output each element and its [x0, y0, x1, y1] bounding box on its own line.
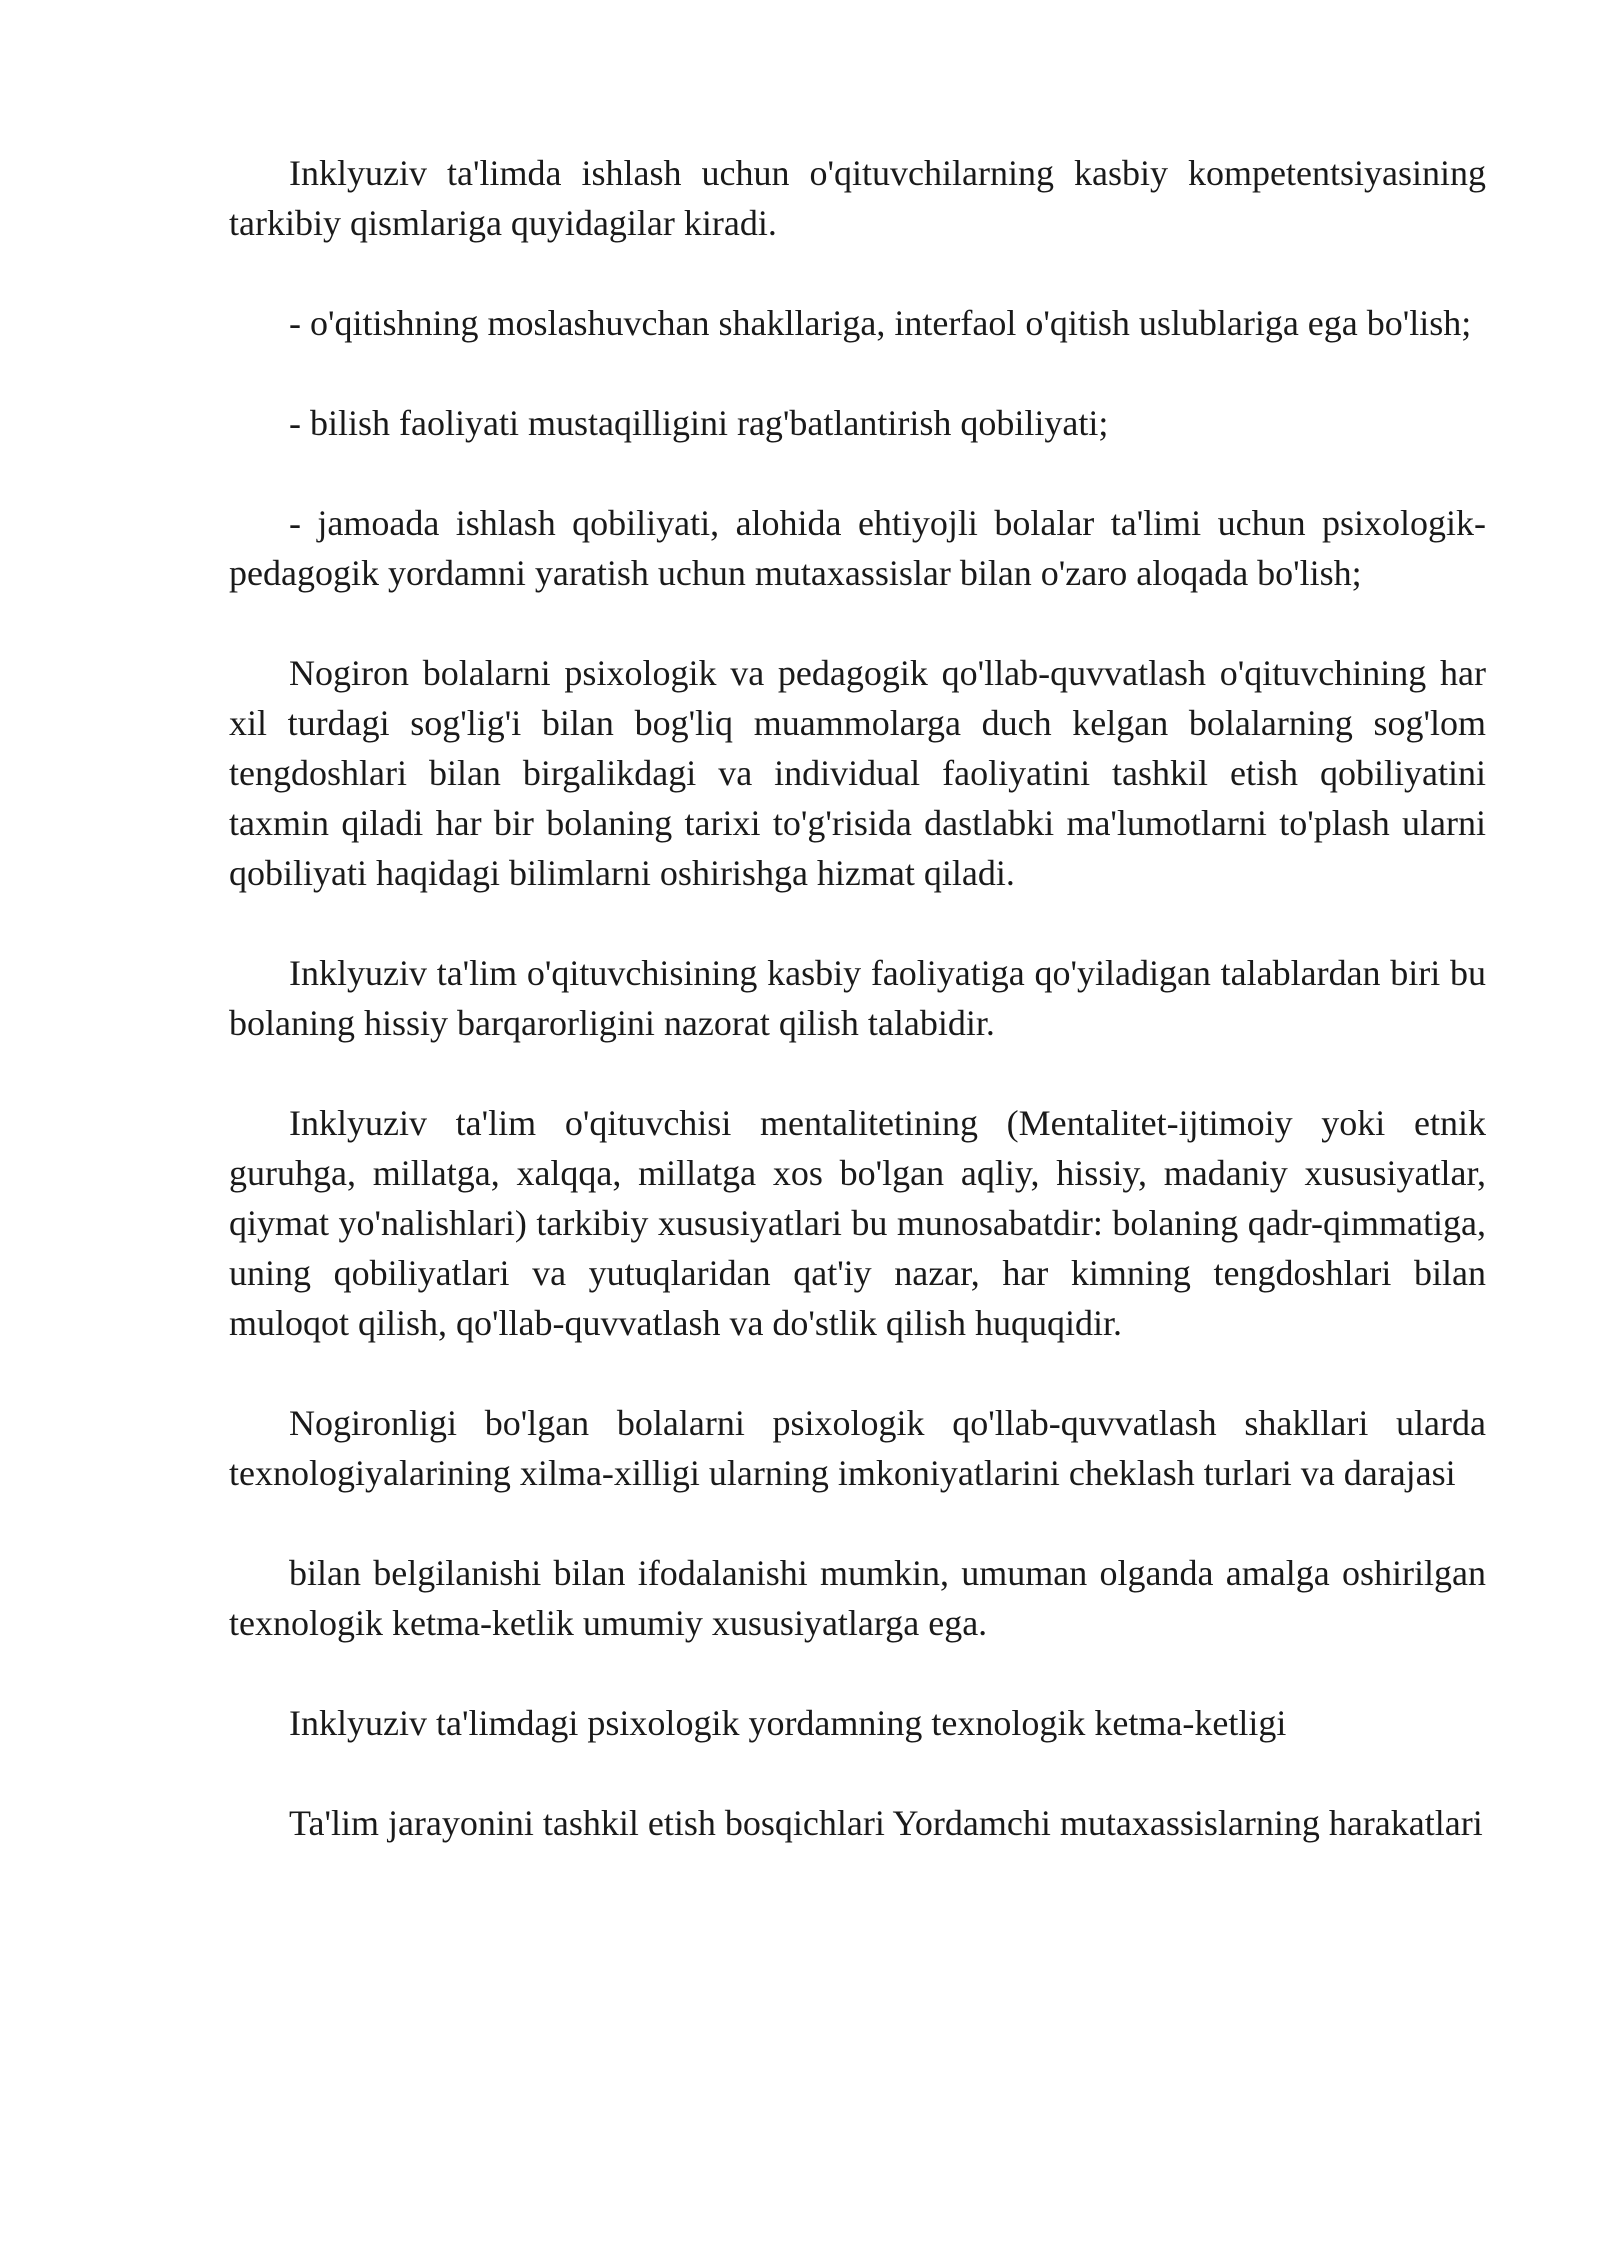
paragraph-teacher-mentality: Inklyuziv ta'lim o'qituvchisi mentalitetining (Mentalitet-ijtimoiy yoki etnik guruhga, millatga, xalqqa, millatga xos bo'lgan aqliy, hissiy, madaniy xususiyatlar, qiymat yo'nalishlari) tarkibiy xususiyatlari bu munosabatdir: bolaning qadr-qimmatiga, uning qobiliyatlari va yutuqlaridan qat'iy nazar, har kimning tengdoshlari bilan muloqot qilish, qo'llab-quvvatlash va do'stlik qilish huquqidir.: [229, 1103, 1486, 1343]
paragraph-competence-intro: Inklyuziv ta'limda ishlash uchun o'qituvchilarning kasbiy kompetentsiyasining tarkibiy qismlariga quyidagilar kiradi.: [229, 153, 1486, 243]
document-body: [229, 148, 1486, 1898]
paragraph-support-forms: Nogironligi bo'lgan bolalarni psixologik qo'llab-quvvatlash shakllari ularda texnologiyalarining xilma-xilligi ularning imkoniyatlarini cheklash turlari va darajasi: [229, 1403, 1486, 1493]
paragraph-bullet-teamwork: - jamoada ishlash qobiliyati, alohida ehtiyojli bolalar ta'limi uchun psixologik-pedagogik yordamni yaratish uchun mutaxassislar bilan o'zaro aloqada bo'lish;: [229, 503, 1486, 593]
paragraph-teacher-requirements: Inklyuziv ta'lim o'qituvchisining kasbiy faoliyatiga qo'yiladigan talablardan biri bu bolaning hissiy barqarorligini nazorat qilish talabidir.: [229, 953, 1486, 1043]
paragraph-support-forms-continued: bilan belgilanishi bilan ifodalanishi mumkin, umuman olganda amalga oshirilgan texnologik ketma-ketlik umumiy xususiyatlarga ega.: [229, 1553, 1486, 1643]
paragraph-technological-sequence: Inklyuziv ta'limdagi psixologik yordamning texnologik ketma-ketligi: [289, 1703, 1287, 1743]
paragraph-organization-stages: Ta'lim jarayonini tashkil etish bosqichlari Yordamchi mutaxassislarning harakatlari: [289, 1803, 1483, 1843]
paragraph-psychological-support: Nogiron bolalarni psixologik va pedagogik qo'llab-quvvatlash o'qituvchining har xil turdagi sog'lig'i bilan bog'liq muammolarga duch kelgan bolalarning sog'lom tengdoshlari bilan birgalikdagi va individual faoliyatini tashkil etish qobiliyatini taxmin qiladi har bir bolaning tarixi to'g'risida dastlabki ma'lumotlarni to'plash ularni qobiliyati haqidagi bilimlarni oshirishga hizmat qiladi.: [229, 653, 1486, 893]
paragraph-bullet-cognitive-independence: - bilish faoliyati mustaqilligini rag'batlantirish qobiliyati;: [289, 403, 1109, 443]
paragraph-bullet-flexible-forms: - o'qitishning moslashuvchan shakllariga, interfaol o'qitish uslublariga ega bo'lish;: [289, 303, 1472, 343]
